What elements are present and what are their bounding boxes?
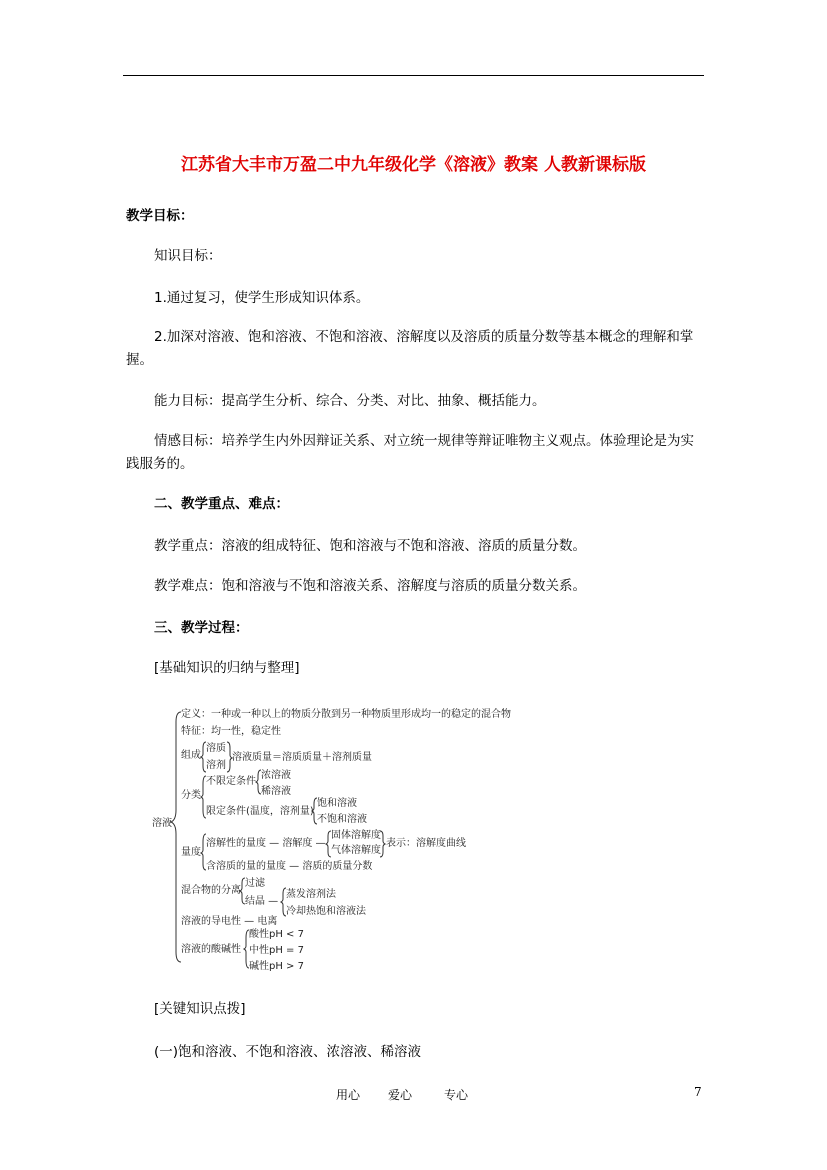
difficult-point: 教学难点：饱和溶液与不饱和溶液关系、溶解度与溶质的质量分数关系。 — [154, 578, 586, 594]
tree-separation: 混合物的分离 — [181, 885, 241, 896]
tree-solvent: 溶剂 — [206, 760, 226, 771]
tree-concentrated: 浓溶液 — [261, 770, 291, 781]
tree-classification: 分类 — [181, 790, 201, 801]
tree-neutral: 中性pH = 7 — [249, 945, 304, 956]
root-brace — [171, 712, 181, 962]
tree-solute: 溶质 — [206, 743, 226, 754]
knowledge-goal-2: 2.加深对溶液、饱和溶液、不饱和溶液、溶解度以及溶质的质量分数等基本概念的理解和掌握。 — [126, 329, 694, 368]
tree-unrestricted: 不限定条件 — [206, 776, 256, 787]
tree-evaporation: 蒸发溶剂法 — [286, 889, 336, 900]
section-3-heading: 三、教学过程： — [154, 620, 249, 636]
ability-goal: 能力目标：提高学生分析、综合、分类、对比、抽象、概括能力。 — [154, 393, 546, 409]
tree-acidity: 溶液的酸碱性 — [181, 944, 241, 955]
basic-knowledge-label: [基础知识的归纳与整理] — [154, 660, 300, 676]
tree-saturated: 饱和溶液 — [317, 798, 357, 809]
tree-crystallization: 结晶 — — [245, 896, 279, 907]
tree-feature: 特征：均一性，稳定性 — [181, 726, 281, 737]
tree-root: 溶液 — [152, 818, 172, 829]
knowledge-heading: 知识目标： — [154, 248, 222, 264]
footer-text-3: 专心 — [444, 1088, 469, 1102]
page-number: 7 — [694, 1085, 702, 1099]
key-knowledge-label: [关键知识点拨] — [154, 1001, 246, 1017]
tree-dilute: 稀溶液 — [261, 786, 291, 797]
tree-definition: 定义：一种或一种以上的物质分散到另一种物质里形成均一的稳定的混合物 — [181, 709, 511, 720]
tree-solute-content: 含溶质的量的量度 — 溶质的质量分数 — [206, 861, 373, 872]
key-point: 教学重点：溶液的组成特征、饱和溶液与不饱和溶液、溶质的质量分数。 — [154, 538, 586, 554]
tree-unsaturated: 不饱和溶液 — [317, 814, 367, 825]
tree-mass-equation: 溶液质量＝溶质质量＋溶剂质量 — [232, 752, 372, 763]
section-2-heading: 二、教学重点、难点： — [154, 496, 289, 512]
tree-composition: 组成 — [181, 750, 201, 761]
tree-solid-solubility: 固体溶解度 — [331, 830, 381, 841]
tree-restricted: 限定条件(温度，溶剂量) — [206, 806, 314, 817]
goals-heading: 教学目标： — [126, 208, 194, 224]
document-title: 江苏省大丰市万盈二中九年级化学《溶液》教案 人教新课标版 — [181, 155, 646, 175]
tree-acidic: 酸性pH < 7 — [249, 929, 304, 940]
tree-cooling: 冷却热饱和溶液法 — [286, 906, 366, 917]
knowledge-goal-1: 1.通过复习，使学生形成知识体系。 — [154, 290, 370, 306]
emotion-goal: 情感目标：培养学生内外因辩证关系、对立统一规律等辩证唯物主义观点。体验理论是为实践服务的。 — [126, 433, 694, 472]
knowledge-tree-diagram — [150, 700, 550, 980]
footer-text-2: 爱心 — [388, 1088, 413, 1102]
tree-basic: 碱性pH > 7 — [249, 961, 304, 972]
header-rule — [123, 75, 704, 76]
tree-solubility-measure: 溶解性的量度 — 溶解度 — — [206, 838, 326, 849]
tree-measure: 量度 — [181, 847, 201, 858]
tree-gas-solubility: 气体溶解度 — [331, 845, 381, 856]
item-1: (一)饱和溶液、不饱和溶液、浓溶液、稀溶液 — [154, 1044, 422, 1060]
tree-represent: 表示：溶解度曲线 — [386, 838, 466, 849]
tree-filtration: 过滤 — [245, 878, 265, 889]
tree-conductivity: 溶液的导电性 — 电离 — [181, 916, 278, 927]
footer-text-1: 用心 — [336, 1088, 361, 1102]
